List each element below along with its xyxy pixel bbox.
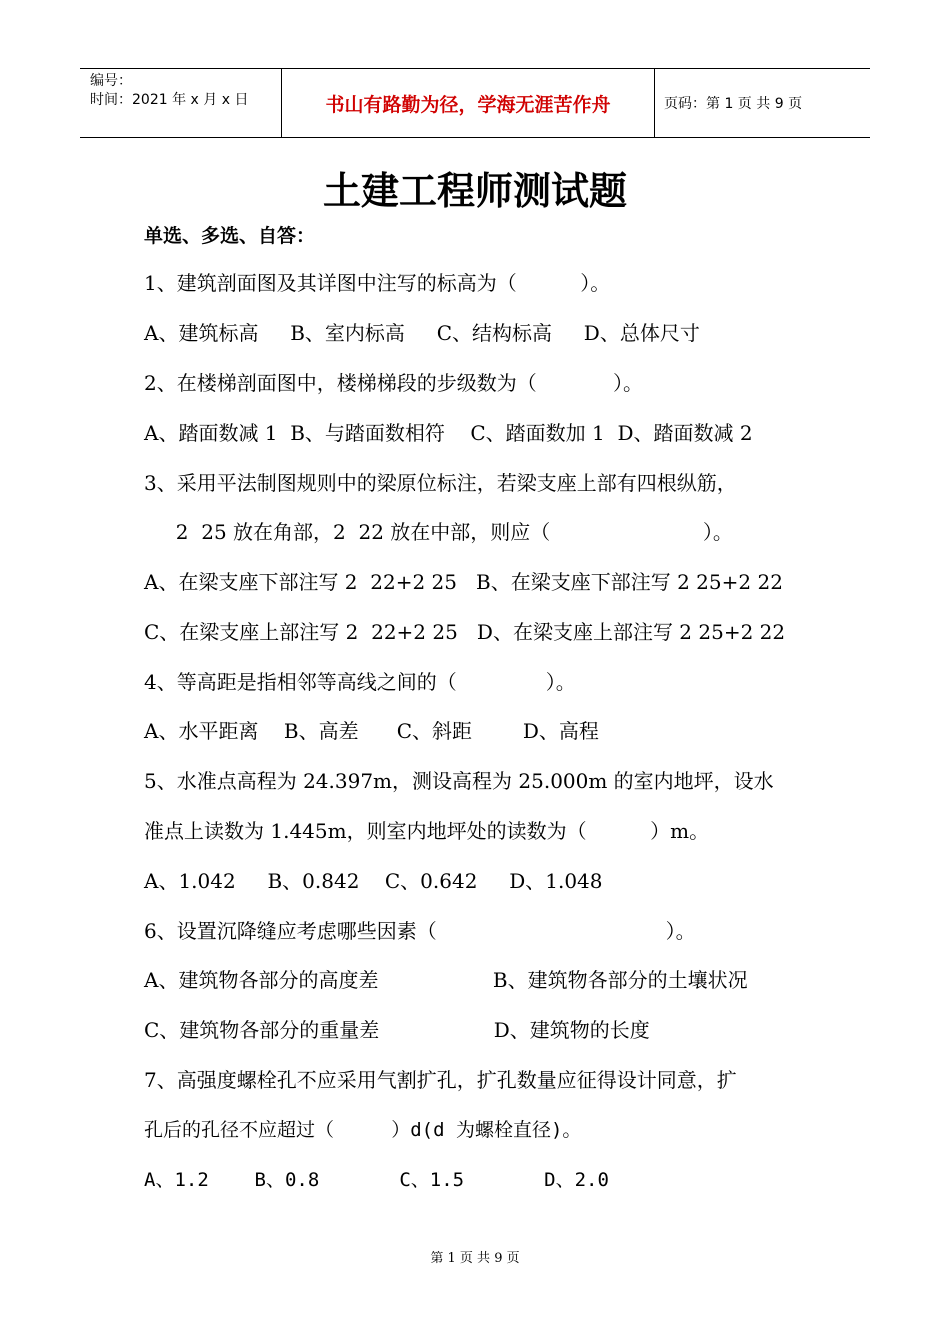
question-5-continued: 准点上读数为 1.445m，则室内地坪处的读数为（ ）m。 (144, 819, 710, 843)
question-2-options: A、踏面数减 1 B、与踏面数相符 C、踏面数加 1 D、踏面数减 2 (144, 421, 753, 445)
question-7: 7、高强度螺栓孔不应采用气割扩孔，扩孔数量应征得设计同意，扩 (144, 1068, 737, 1092)
question-4-options: A、水平距离 B、高差 C、斜距 D、高程 (144, 719, 599, 743)
header-meta (90, 72, 248, 110)
question-3-options-cd: C、在梁支座上部注写 2 22+2 25 D、在梁支座上部注写 2 25+2 22 (144, 620, 786, 644)
question-5: 5、水准点高程为 24.397m，测设高程为 25.000m 的室内地坪，设水 (144, 769, 774, 793)
section-subtitle: 单选、多选、自答： (144, 225, 316, 247)
question-5-options: A、1.042 B、0.842 C、0.642 D、1.048 (144, 869, 603, 893)
page-footer: 第 1 页 共 9 页 (430, 1251, 520, 1266)
page-title: 土建工程师测试题 (322, 169, 627, 213)
page-header (80, 68, 870, 138)
question-7-continued: 孔后的孔径不应超过（ ）d(d 为螺栓直径)。 (144, 1119, 582, 1141)
question-3-options-ab: A、在梁支座下部注写 2 22+2 25 B、在梁支座下部注写 2 25+2 22 (144, 570, 783, 594)
question-2: 2、在楼梯剖面图中，楼梯梯段的步级数为（ ）。 (144, 371, 644, 395)
question-6-options-ab: A、建筑物各部分的高度差 B、建筑物各部分的土壤状况 (144, 968, 748, 992)
header-divider (654, 69, 655, 137)
header-page-info: 页码：第 1 页 共 9 页 (664, 96, 803, 112)
document-time: 时间：2021 年 x 月 x 日 (90, 92, 249, 108)
question-6-options-cd: C、建筑物各部分的重量差 D、建筑物的长度 (144, 1018, 650, 1042)
question-6: 6、设置沉降缝应考虑哪些因素（ ）。 (144, 919, 696, 943)
document-number-label: 编号： (90, 73, 132, 89)
question-4: 4、等高距是指相邻等高线之间的（ ）。 (144, 670, 576, 694)
question-1-options: A、建筑标高 B、室内标高 C、结构标高 D、总体尺寸 (144, 321, 700, 345)
question-7-options: A、1.2 B、0.8 C、1.5 D、2.0 (144, 1169, 609, 1191)
question-3: 3、采用平法制图规则中的梁原位标注，若梁支座上部有四根纵筋， (144, 471, 737, 495)
question-3-continued: 2 25 放在角部，2 22 放在中部，则应（ ）。 (144, 520, 733, 544)
question-1: 1、建筑剖面图及其详图中注写的标高为（ ）。 (144, 271, 611, 295)
header-motto: 书山有路勤为径，学海无涯苦作舟 (325, 94, 611, 116)
